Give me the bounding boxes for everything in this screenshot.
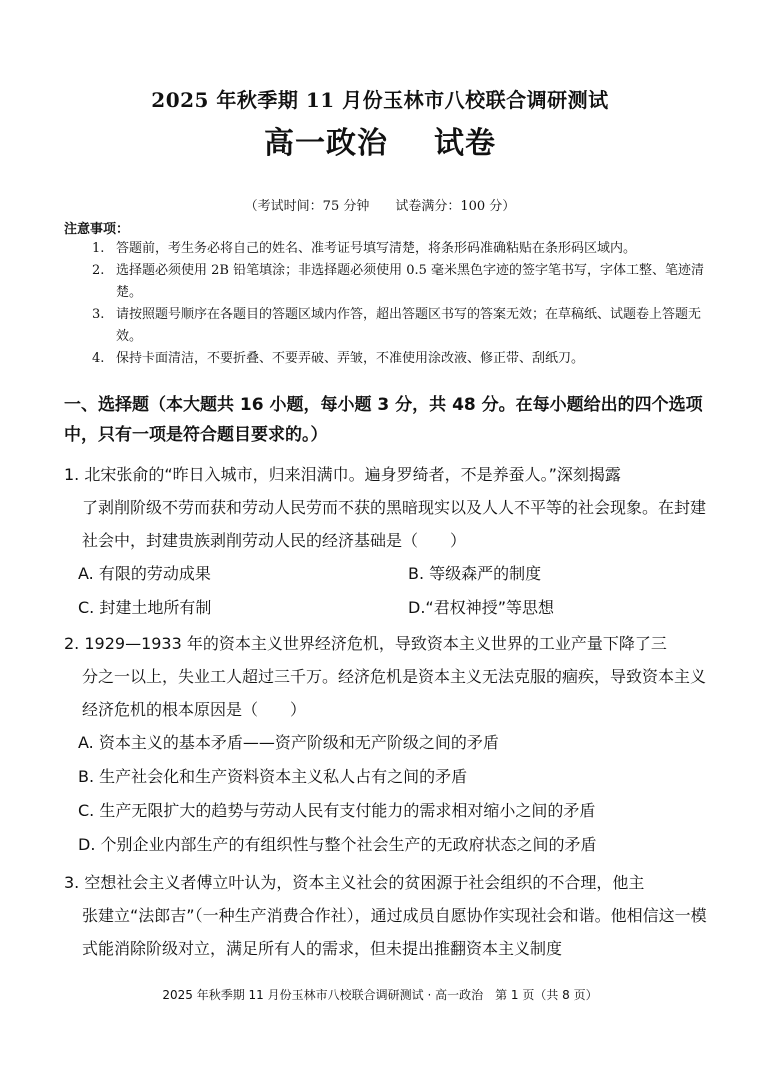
notice-number: 1. bbox=[92, 241, 105, 256]
question-2 bbox=[64, 627, 714, 862]
question-continuation: 张建立“法郎吉”（一种生产消费合作社），通过成员自愿协作实现社会和谐。他相信这一模式能消除阶级对立，满足所有人的需求，但未提出推翻资本主义制度 bbox=[82, 906, 707, 958]
page-footer: 2025 年秋季期 11 月份玉林市八校联合调研测试 · 高一政治 第 1 页（共 8 页） bbox=[162, 988, 598, 1002]
exam-title: 2025 年秋季期 11 月份玉林市八校联合调研测试 bbox=[151, 88, 609, 112]
notice-text: 保持卡面清洁，不要折叠、不要弄破、弄皱，不准使用涂改液、修正带、刮纸刀。 bbox=[116, 351, 585, 366]
option-d: D.“君权神授”等思想 bbox=[408, 598, 554, 617]
section-heading: 一、选择题（本大题共 16 小题，每小题 3 分，共 48 分。在每小题给出的四个选项中，只有一项是符合题目要求的。） bbox=[64, 395, 703, 445]
question-stem bbox=[64, 458, 714, 557]
notice-number: 4. bbox=[92, 351, 105, 366]
notice-number: 2. bbox=[92, 263, 105, 278]
exam-subtitle bbox=[0, 118, 760, 162]
question-continuation: 了剥削阶级不劳而获和劳动人民劳而不获的黑暗现实以及人人不平等的社会现象。在封建社会中，封建贵族剥削劳动人民的经济基础是（ ） bbox=[82, 498, 707, 550]
option-b: B. 生产社会化和生产资料资本主义私人占有之间的矛盾 bbox=[78, 767, 468, 786]
notice-text: 答题前，考生务必将自己的姓名、准考证号填写清楚，将条形码准确粘贴在条形码区域内。 bbox=[116, 241, 637, 256]
question-stem bbox=[64, 627, 714, 726]
notice-list bbox=[92, 238, 712, 370]
exam-score: 试卷满分：100 分） bbox=[395, 199, 516, 214]
question-first-line: 2. 1929—1933 年的资本主义世界经济危机，导致资本主义世界的工业产量下降了三 bbox=[64, 634, 667, 653]
option-c: C. 生产无限扩大的趋势与劳动人民有支付能力的需求相对缩小之间的矛盾 bbox=[78, 801, 596, 820]
question-continuation: 分之一以上，失业工人超过三千万。经济危机是资本主义无法克服的痼疾，导致资本主义经济危机的根本原因是（ ） bbox=[82, 667, 707, 719]
question-first-line: 1. 北宋张俞的“昨日入城市，归来泪满巾。遍身罗绮者，不是养蚕人。”深刻揭露 bbox=[64, 465, 621, 484]
notice-text: 选择题必须使用 2B 铅笔填涂；非选择题必须使用 0.5 毫米黑色字迹的签字笔书写，字体工整、笔迹清楚。 bbox=[116, 263, 705, 300]
notice-number: 3. bbox=[92, 307, 105, 322]
question-stem bbox=[64, 866, 714, 965]
notice-text: 请按照题号顺序在各题目的答题区域内作答，超出答题区书写的答案无效；在草稿纸、试题卷上答题无效。 bbox=[116, 307, 702, 344]
option-b: B. 等级森严的制度 bbox=[408, 564, 542, 583]
question-first-line: 3. 空想社会主义者傅立叶认为，资本主义社会的贫困源于社会组织的不合理，他主 bbox=[64, 873, 645, 892]
option-c: C. 封建土地所有制 bbox=[78, 598, 212, 617]
subject-label: 高一政治 bbox=[264, 126, 388, 161]
paper-label: 试卷 bbox=[434, 126, 496, 161]
notice-item bbox=[92, 348, 712, 370]
notice-item bbox=[92, 238, 712, 260]
option-a: A. 有限的劳动成果 bbox=[78, 564, 211, 583]
option-list bbox=[64, 726, 714, 862]
option-a: A. 资本主义的基本矛盾——资产阶级和无产阶级之间的矛盾 bbox=[78, 733, 499, 752]
notice-title: 注意事项： bbox=[64, 222, 130, 237]
option-list bbox=[64, 557, 714, 625]
notice-item bbox=[92, 260, 712, 304]
option-d: D. 个别企业内部生产的有组织性与整个社会生产的无政府状态之间的矛盾 bbox=[78, 835, 597, 854]
question-1 bbox=[64, 458, 714, 625]
notice-item bbox=[92, 304, 712, 348]
exam-time: （考试时间：75 分钟 bbox=[244, 199, 370, 214]
question-3 bbox=[64, 866, 714, 965]
exam-meta bbox=[0, 195, 760, 214]
